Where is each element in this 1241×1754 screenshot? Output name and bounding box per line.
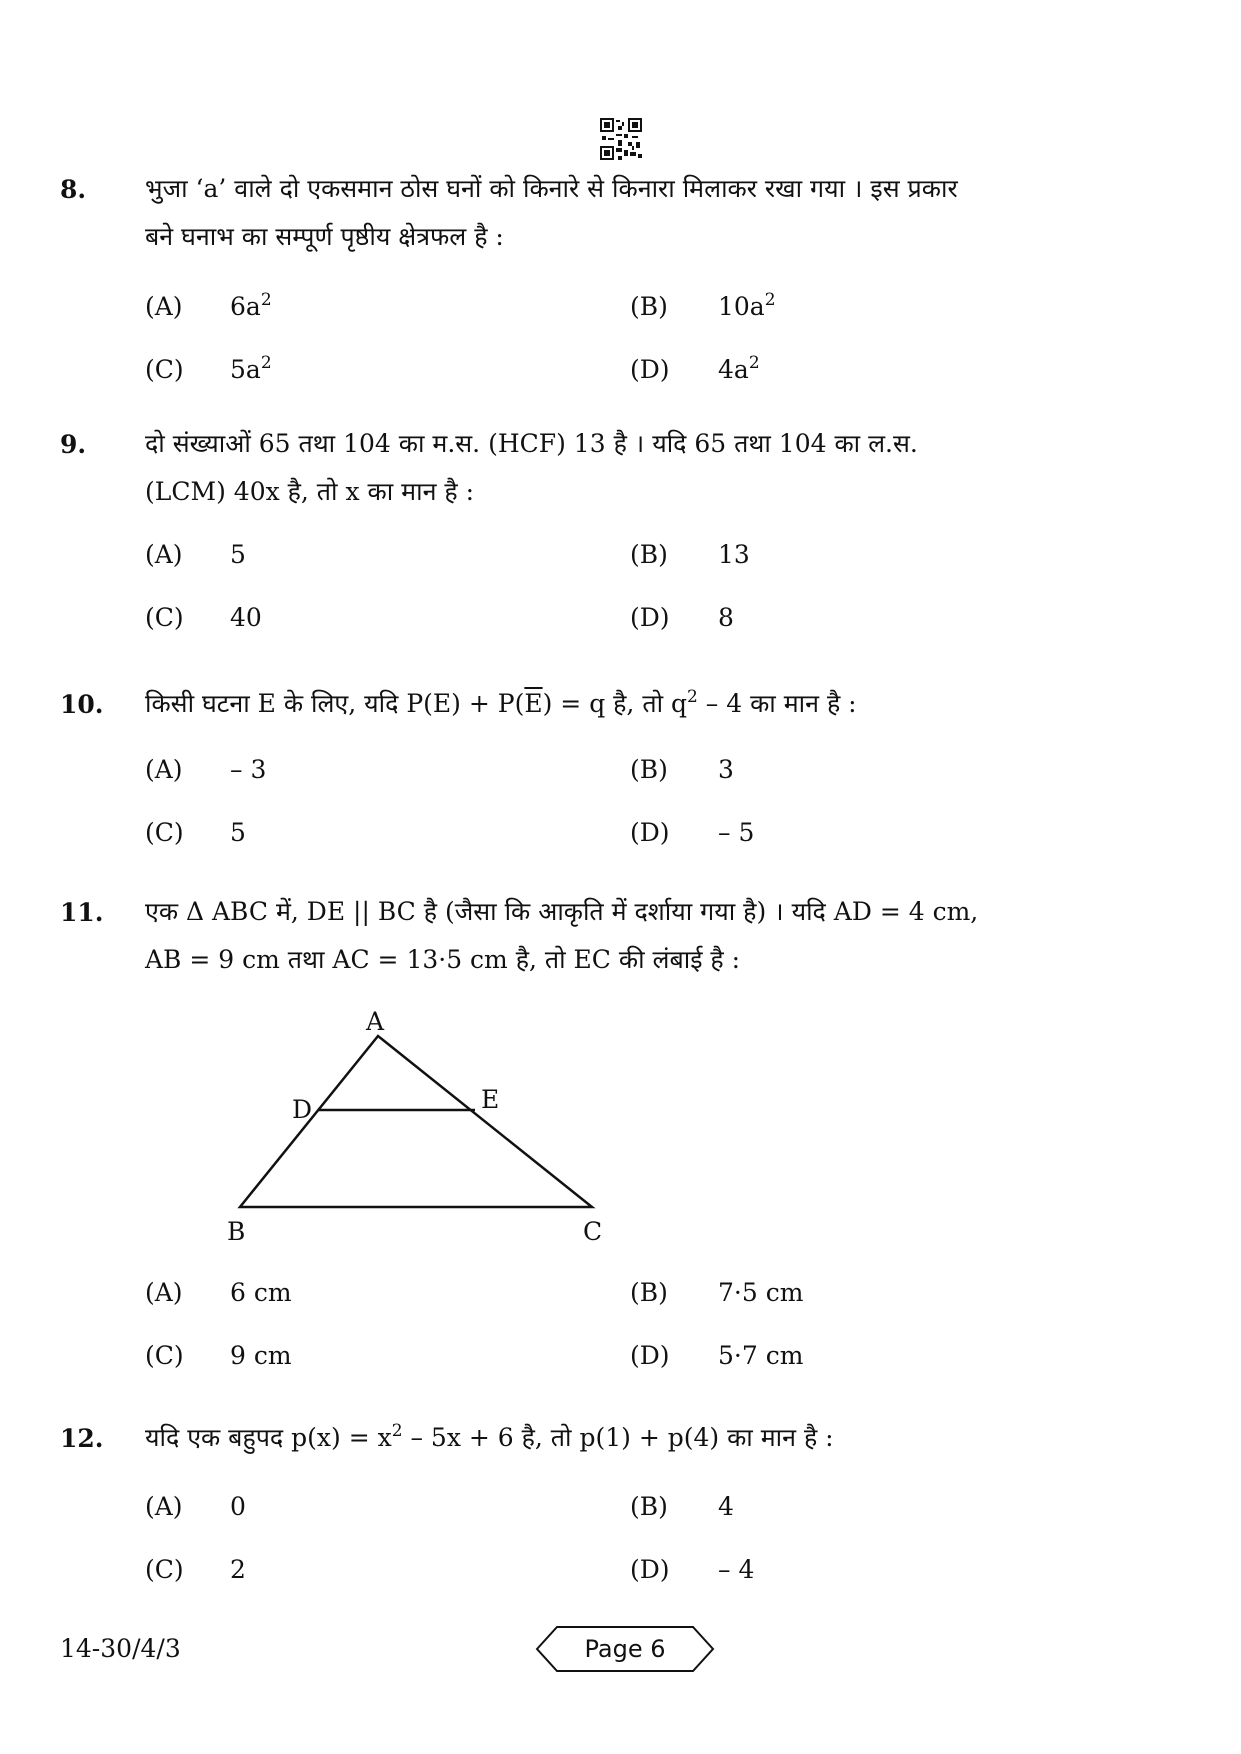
q9-option-a-label: (A): [145, 540, 183, 569]
q9-option-d-value: 8: [718, 603, 734, 632]
q8-option-b-label: (B): [630, 292, 668, 321]
q8-option-b-value: $10a^2$: [718, 290, 776, 321]
q12-option-b-label: (B): [630, 1492, 668, 1521]
q11-option-d-value: 5·7 cm: [718, 1341, 804, 1370]
question-8-line-1: भुजा ‘a’ वाले दो एकसमान ठोस घनों को किनारे से किनारा मिलाकर रखा गया । इस प्रकार: [145, 174, 958, 203]
question-11-line-2: AB = 9 cm तथा AC = 13·5 cm है, तो EC की लंबाई है :: [145, 945, 741, 974]
question-9-text: [145, 420, 1120, 516]
question-number-12: 12.: [60, 1424, 104, 1453]
q11-option-b-label: (B): [630, 1278, 668, 1307]
vertex-label-d: D: [292, 1095, 313, 1124]
question-11-text: [145, 888, 1120, 984]
q9-option-b-value: 13: [718, 540, 750, 569]
q12-option-a-label: (A): [145, 1492, 183, 1521]
q12-option-c-label: (C): [145, 1555, 184, 1584]
vertex-label-a: A: [366, 1007, 385, 1036]
q12-option-c-value: 2: [230, 1555, 246, 1584]
q11-option-a-label: (A): [145, 1278, 183, 1307]
q11-option-a-value: 6 cm: [230, 1278, 292, 1307]
q10-option-d-value: – 5: [718, 818, 755, 847]
q11-option-d-label: (D): [630, 1341, 670, 1370]
q8-option-d-value: $4a^2$: [718, 353, 760, 384]
question-number-9: 9.: [60, 430, 87, 459]
vertex-label-e: E: [481, 1085, 500, 1114]
q8-option-a-label: (A): [145, 292, 183, 321]
triangle-figure: [200, 1000, 640, 1260]
question-number-11: 11.: [60, 898, 104, 927]
question-10-text: किसी घटना E के लिए, यदि $P(E) + P(\overline{E}) = q$ है, तो $q^2 - 4$ का मान है :: [145, 687, 857, 718]
q11-option-c-label: (C): [145, 1341, 184, 1370]
q8-option-c-value: $5a^2$: [230, 353, 272, 384]
q12-option-b-value: 4: [718, 1492, 734, 1521]
q11-option-c-value: 9 cm: [230, 1341, 292, 1370]
q10-option-c-label: (C): [145, 818, 184, 847]
vertex-label-b: B: [227, 1217, 246, 1246]
question-9-line-1: दो संख्याओं 65 तथा 104 का म.स. (HCF) 13 है । यदि 65 तथा 104 का ल.स.: [145, 429, 918, 458]
q10-option-b-value: 3: [718, 755, 734, 784]
question-8-text: [145, 165, 1120, 261]
paper-code: 14-30/4/3: [60, 1634, 181, 1663]
q9-option-b-label: (B): [630, 540, 668, 569]
qr-code-icon: [600, 118, 642, 160]
q9-option-c-label: (C): [145, 603, 184, 632]
q10-option-a-label: (A): [145, 755, 183, 784]
question-9-line-2: (LCM) 40x है, तो x का मान है :: [145, 477, 475, 506]
q9-option-c-value: 40: [230, 603, 262, 632]
q12-option-d-value: – 4: [718, 1555, 755, 1584]
q10-option-a-value: – 3: [230, 755, 267, 784]
q10-option-d-label: (D): [630, 818, 670, 847]
page-number-badge: [535, 1624, 715, 1674]
question-12-text: यदि एक बहुपद $p(x) = x^2 - 5x + 6$ है, तो p(1) + p(4) का मान है :: [145, 1421, 834, 1452]
question-number-8: 8.: [60, 175, 87, 204]
q12-option-d-label: (D): [630, 1555, 670, 1584]
q8-option-d-label: (D): [630, 355, 670, 384]
q8-option-a-value: $6a^2$: [230, 290, 272, 321]
vertex-label-c: C: [583, 1217, 603, 1246]
q12-option-a-value: 0: [230, 1492, 246, 1521]
question-number-10: 10.: [60, 690, 104, 719]
q8-option-c-label: (C): [145, 355, 184, 384]
page-number-label: Page 6: [584, 1635, 666, 1663]
question-8-line-2: बने घनाभ का सम्पूर्ण पृष्ठीय क्षेत्रफल है :: [145, 222, 504, 251]
q11-option-b-value: 7·5 cm: [718, 1278, 804, 1307]
q10-option-b-label: (B): [630, 755, 668, 784]
question-11-line-1: एक Δ ABC में, DE || BC है (जैसा कि आकृति में दर्शाया गया है) । यदि AD = 4 cm,: [145, 897, 979, 926]
q9-option-a-value: 5: [230, 540, 246, 569]
q10-option-c-value: 5: [230, 818, 246, 847]
q9-option-d-label: (D): [630, 603, 670, 632]
